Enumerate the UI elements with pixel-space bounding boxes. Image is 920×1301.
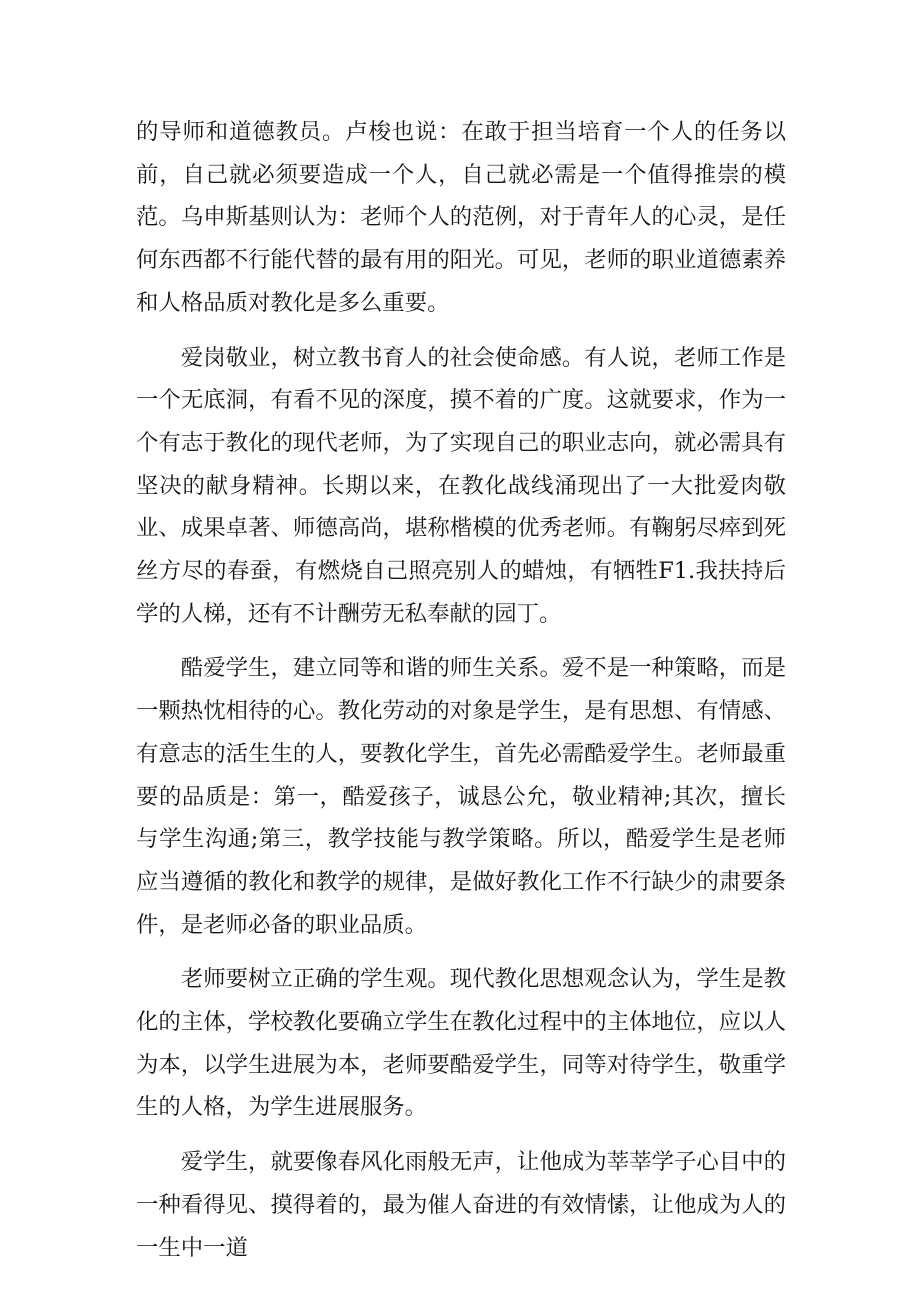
paragraph-3: 酷爱学生，建立同等和谐的师生关系。爱不是一种策略，而是一颗热忱相待的心。教化劳动的对象是学生，是有思想、有情感、有意志的活生生的人，要教化学生，首先必需酷爱学生。老师最重要的品质是：第一，酷爱孩子，诚恳公允，敬业精神;其次，擅长与学生沟通;第三，教学技能与教学策略。所以，酷爱学生是老师应当遵循的教化和教学的规律，是做好教化工作不行缺少的肃要条件，是老师必备的职业品质。 (136, 655, 786, 938)
paragraph-2: 爱岗敬业，树立教书育人的社会使命感。有人说，老师工作是一个无底洞，有看不见的深度，摸不着的广度。这就要求，作为一个有志于教化的现代老师，为了实现自己的职业志向，就必需具有坚决的献身精神。长期以来，在教化战线涌现出了一大批爱肉敬业、成果卓著、师德高尚，堪称楷模的优秀老师。有鞠躬尽瘁到死丝方尽的春蚕，有燃烧自己照亮别人的蜡烛，有牺牲F1.我扶持后学的人梯，还有不计酬劳无私奉献的园丁。 (136, 344, 786, 627)
paragraph-5: 爱学生，就要像春风化雨般无声，让他成为莘莘学子心目中的一种看得见、摸得着的，最为催人奋进的有效情愫，让他成为人的一生中一道 (136, 1149, 786, 1261)
paragraph-1: 的导师和道德教员。卢梭也说：在敢于担当培育一个人的任务以前，自己就必须要造成一个人，自己就必需是一个值得推崇的模范。乌申斯基则认为：老师个人的范例，对于青年人的心灵，是任何东西都不行能代替的最有用的阳光。可见，老师的职业道德素养和人格品质对教化是多么重要。 (136, 119, 786, 316)
body-text (136, 111, 786, 1281)
paragraph-4: 老师要树立正确的学生观。现代教化思想观念认为，学生是教化的主体，学校教化要确立学生在教化过程中的主体地位，应以人为本，以学生进展为本，老师要酷爱学生，同等对待学生，敬重学生的人格，为学生进展服务。 (136, 966, 786, 1121)
